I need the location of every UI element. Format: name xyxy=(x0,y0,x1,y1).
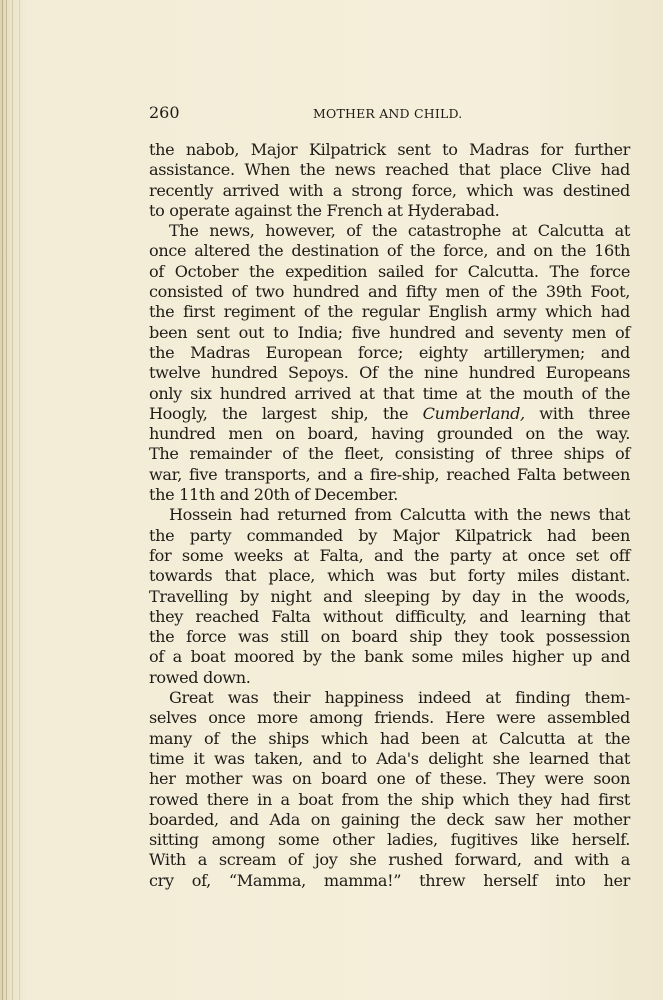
text-line xyxy=(149,871,630,891)
text-line xyxy=(149,769,630,789)
text-line-content: selves once more among friends. Here were assembled xyxy=(149,708,630,728)
text-line xyxy=(149,140,630,160)
text-line xyxy=(149,810,630,830)
text-line-content: the first regiment of the regular English army which had xyxy=(149,302,630,322)
text-line xyxy=(149,688,630,708)
running-head: MOTHER AND CHILD. xyxy=(313,106,463,121)
text-line-content: for some weeks at Falta, and the party at once set off xyxy=(149,545,630,565)
text-line xyxy=(149,181,630,201)
text-line-content: her mother was on board one of these. They were soon xyxy=(149,769,630,789)
text-line xyxy=(149,708,630,728)
text-line-content: hundred men on board, having grounded on the way. xyxy=(149,424,630,444)
text-line xyxy=(149,790,630,810)
text-line-content: the 11th and 20th of December. xyxy=(149,485,399,505)
text-line xyxy=(149,201,630,221)
text-line xyxy=(149,647,630,667)
text-line xyxy=(149,241,630,261)
text-line-content: only six hundred arrived at that time at the mouth of the xyxy=(149,383,630,403)
text-line xyxy=(149,221,630,241)
text-line-content: Hossein had returned from Calcutta with the news that xyxy=(169,505,630,525)
text-line xyxy=(149,384,630,404)
text-line-content: consisted of two hundred and fifty men of the 39th Foot, xyxy=(149,282,630,302)
text-line xyxy=(149,627,630,647)
text-line-content: the party commanded by Major Kilpatrick had been xyxy=(149,525,630,545)
text-line xyxy=(149,424,630,444)
text-line-content: been sent out to India; five hundred and seventy men of xyxy=(149,322,630,342)
text-line xyxy=(149,850,630,870)
text-line-content: With a scream of joy she rushed forward, and with a xyxy=(149,850,630,870)
text-line-content: war, five transports, and a fire-ship, reached Falta between xyxy=(149,464,630,484)
text-line xyxy=(149,282,630,302)
text-line-content: they reached Falta without difficulty, and learning that xyxy=(149,606,630,626)
spine-line xyxy=(6,0,7,1000)
text-line-content: Great was their happiness indeed at finding them- xyxy=(169,688,630,708)
text-line-content: many of the ships which had been at Calcutta at the xyxy=(149,728,630,748)
text-line xyxy=(149,729,630,749)
spine-line xyxy=(12,0,13,1000)
text-line-content: assistance. When the news reached that place Clive had xyxy=(149,160,630,180)
text-line-content: time it was taken, and to Ada's delight she learned that xyxy=(149,748,630,768)
text-line xyxy=(149,830,630,850)
text-line-content: sitting among some other ladies, fugitives like herself. xyxy=(149,830,630,850)
text-line-content: recently arrived with a strong force, which was destined xyxy=(149,180,630,200)
text-line-content: the force was still on board ship they took possession xyxy=(149,627,630,647)
text-line-content: cry of, “Mamma, mamma!” threw herself into her xyxy=(149,870,630,890)
text-line-content: The remainder of the fleet, consisting of three ships of xyxy=(149,444,630,464)
spine-line xyxy=(2,0,3,1000)
text-line-content: the nabob, Major Kilpatrick sent to Madras for further xyxy=(149,140,630,159)
text-line xyxy=(149,587,630,607)
text-line-content: to operate against the French at Hyderabad. xyxy=(149,200,500,220)
text-line xyxy=(149,444,630,464)
text-line-content: Hoogly, the largest ship, the xyxy=(149,403,423,423)
text-line-content: rowed down. xyxy=(149,667,251,687)
page-number: 260 xyxy=(149,103,180,122)
text-line xyxy=(149,607,630,627)
text-line xyxy=(149,485,630,505)
text-line xyxy=(149,465,630,485)
text-line xyxy=(149,160,630,180)
text-line xyxy=(149,363,630,383)
text-line xyxy=(149,546,630,566)
text-line xyxy=(149,505,630,525)
text-line-content: Travelling by night and sleeping by day in the woods, xyxy=(149,586,630,606)
text-line xyxy=(149,343,630,363)
ship-name: Cumberland, xyxy=(422,403,525,423)
text-line-content: once altered the destination of the force, and on the 16th xyxy=(149,241,630,261)
text-line-content: towards that place, which was but forty miles distant. xyxy=(149,566,630,586)
text-line xyxy=(149,566,630,586)
text-line-continuation: with three xyxy=(524,403,631,423)
text-line-content: of a boat moored by the bank some miles higher up and xyxy=(149,647,630,667)
text-line-content: rowed there in a boat from the ship which they had first xyxy=(149,789,630,809)
text-line-content: of October the expedition sailed for Calcutta. The force xyxy=(149,261,630,281)
text-line-content: the Madras European force; eighty artillerymen; and xyxy=(149,342,630,362)
text-line-content: boarded, and Ada on gaining the deck saw her mother xyxy=(149,809,630,829)
page-header xyxy=(149,103,627,123)
text-line-content: twelve hundred Sepoys. Of the nine hundred Europeans xyxy=(149,363,630,383)
text-line xyxy=(149,526,630,546)
text-line xyxy=(149,262,630,282)
text-line xyxy=(149,302,630,322)
text-line xyxy=(149,668,630,688)
text-line xyxy=(149,323,630,343)
text-line xyxy=(149,404,630,424)
spine-line xyxy=(19,0,20,1000)
text-line xyxy=(149,749,630,769)
text-line-content: The news, however, of the catastrophe at Calcutta at xyxy=(169,221,630,241)
body-text xyxy=(149,140,630,891)
